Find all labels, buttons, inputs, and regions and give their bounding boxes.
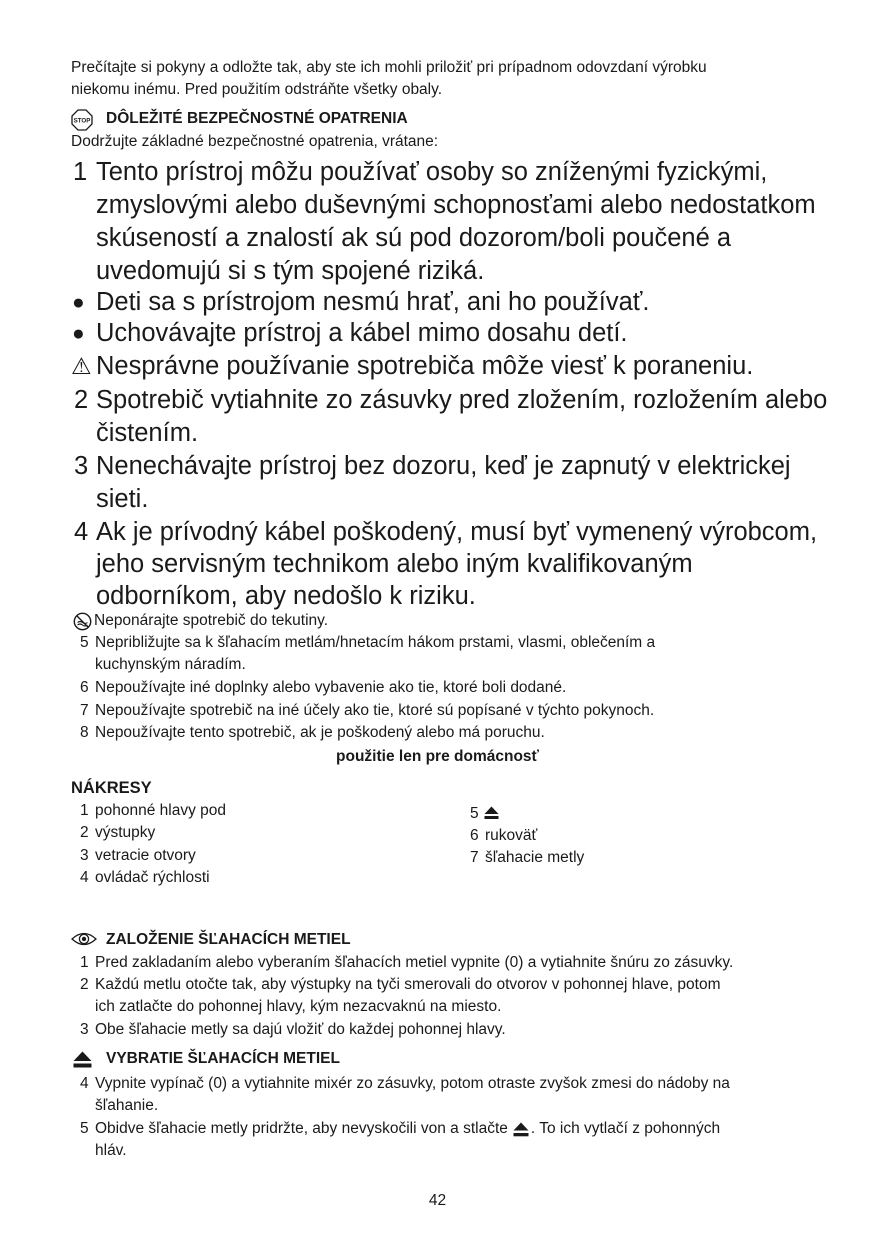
page-number: 42 (428, 1192, 447, 1209)
drawing-label: vetracie otvory (95, 847, 196, 864)
item-marker: 7 (80, 702, 89, 719)
drawing-num: 1 (80, 802, 89, 819)
eye-icon (71, 930, 97, 948)
big-item-line: uvedomujú si s tým spojené riziká. (96, 257, 485, 285)
big-item-line: Spotrebič vytiahnite zo zásuvky pred zložením, rozložením alebo (96, 386, 828, 414)
big-item-line: odborníkom, aby nedošlo k riziku. (96, 582, 476, 610)
intro-line-1: Prečítajte si pokyny a odložte tak, aby ste ich mohli priložiť pri prípadnom odovzdaní výrobku (71, 59, 707, 76)
item-marker: 5 (80, 634, 89, 651)
drawing-label: výstupky (95, 824, 156, 841)
eject-icon (484, 806, 499, 820)
item-text: Obidve šľahacie metly pridržte, aby nevyskočili von a stlačte (95, 1120, 508, 1137)
no-immerse-text: Neponárajte spotrebič do tekutiny. (94, 612, 329, 629)
item-marker: 8 (80, 724, 89, 741)
item-text: . To ich vytlačí z pohonných (530, 1120, 721, 1137)
removing-title: VYBRATIE ŠĽAHACÍCH METIEL (106, 1050, 340, 1067)
big-item-line: zmyslovými alebo duševnými schopnosťami alebo nedostatkom (96, 191, 816, 219)
big-item-line: jeho servisným technikom alebo iným kvalifikovaným (96, 550, 693, 578)
big-item-line: Uchovávajte prístroj a kábel mimo dosahu detí. (96, 319, 628, 347)
item-line: hláv. (95, 1142, 127, 1159)
eject-icon (513, 1122, 529, 1137)
item-line: Pred zakladaním alebo vyberaním šľahacích metiel vypnite (0) a vytiahnite šnúru zo zásuvky. (95, 954, 734, 971)
intro-line-2: niekomu inému. Pred použitím odstráňte všetky obaly. (71, 81, 443, 98)
item-marker: 6 (80, 679, 89, 696)
item-line: Vypnite vypínač (0) a vytiahnite mixér zo zásuvky, potom otraste zvyšok zmesi do nádoby na (95, 1075, 730, 1092)
drawing-num: 7 (470, 849, 479, 866)
item-marker: 4 (80, 1075, 89, 1092)
item-line: šľahanie. (95, 1097, 159, 1114)
stop-sign-icon (71, 109, 93, 131)
no-immerse-icon (73, 612, 92, 631)
drawing-num: 6 (470, 827, 479, 844)
item-line: Každú metlu otočte tak, aby výstupky na tyči smerovali do otvorov v pohonnej hlave, potom (95, 976, 721, 993)
big-item-marker: 1 (73, 158, 88, 186)
big-item-line: Deti sa s prístrojom nesmú hrať, ani ho používať. (96, 288, 650, 316)
household-use-note: použitie len pre domácnosť (336, 748, 539, 765)
drawing-label: ovládač rýchlosti (95, 869, 210, 886)
fitting-title: ZALOŽENIE ŠĽAHACÍCH METIEL (106, 931, 351, 948)
drawing-num: 4 (80, 869, 89, 886)
item-line: Nepoužívajte iné doplnky alebo vybavenie ako tie, ktoré boli dodané. (95, 679, 567, 696)
item-marker: 5 (80, 1120, 89, 1137)
drawing-num: 3 (80, 847, 89, 864)
big-item-line: skúseností a znalostí ak sú pod dozorom/boli poučené a (96, 224, 732, 252)
big-item-marker: 3 (74, 452, 89, 480)
item-line: Nepoužívajte spotrebič na iné účely ako tie, ktoré sú popísané v týchto pokynoch. (95, 702, 655, 719)
big-item-line: sieti. (96, 485, 149, 513)
big-item-line: Nenechávajte prístroj bez dozoru, keď je zapnutý v elektrickej (96, 452, 791, 480)
big-item-line: čistením. (96, 419, 199, 447)
warning-triangle-icon: ⚠ (71, 353, 92, 379)
drawing-num: 2 (80, 824, 89, 841)
item-line: Nepoužívajte tento spotrebič, ak je poškodený alebo má poruchu. (95, 724, 545, 741)
drawing-num: 5 (470, 805, 479, 822)
eject-icon (73, 1051, 92, 1069)
drawing-label: pohonné hlavy pod (95, 802, 227, 819)
bullet-icon: ● (72, 291, 85, 314)
item-marker: 2 (80, 976, 89, 993)
bullet-icon: ● (72, 322, 85, 345)
drawing-label: rukoväť (485, 827, 538, 844)
item-line: Nepribližujte sa k šľahacím metlám/hnetacím hákom prstami, vlasmi, oblečením a (95, 634, 656, 651)
item-line: Obe šľahacie metly sa dajú vložiť do každej pohonnej hlavy. (95, 1021, 506, 1038)
big-item-line: Ak je prívodný kábel poškodený, musí byť vymenený výrobcom, (96, 518, 818, 546)
item-marker: 1 (80, 954, 89, 971)
safety-title: DÔLEŽITÉ BEZPEČNOSTNÉ OPATRENIA (106, 110, 408, 127)
item-line (95, 1118, 720, 1140)
drawing-label: šľahacie metly (485, 849, 585, 866)
big-item-marker: 4 (74, 518, 89, 546)
drawings-title: NÁKRESY (71, 779, 152, 797)
big-item-marker: 2 (74, 386, 89, 414)
safety-subtitle: Dodržujte základné bezpečnostné opatrenia, vrátane: (71, 133, 439, 150)
item-line: kuchynským náradím. (95, 656, 246, 673)
svg-text:STOP: STOP (73, 117, 91, 125)
big-item-line: Nesprávne používanie spotrebiča môže viesť k poraneniu. (96, 352, 754, 380)
big-item-line: Tento prístroj môžu používať osoby so zníženými fyzickými, (96, 158, 768, 186)
item-line: ich zatlačte do pohonnej hlavy, kým nezacvaknú na miesto. (95, 998, 502, 1015)
item-marker: 3 (80, 1021, 89, 1038)
